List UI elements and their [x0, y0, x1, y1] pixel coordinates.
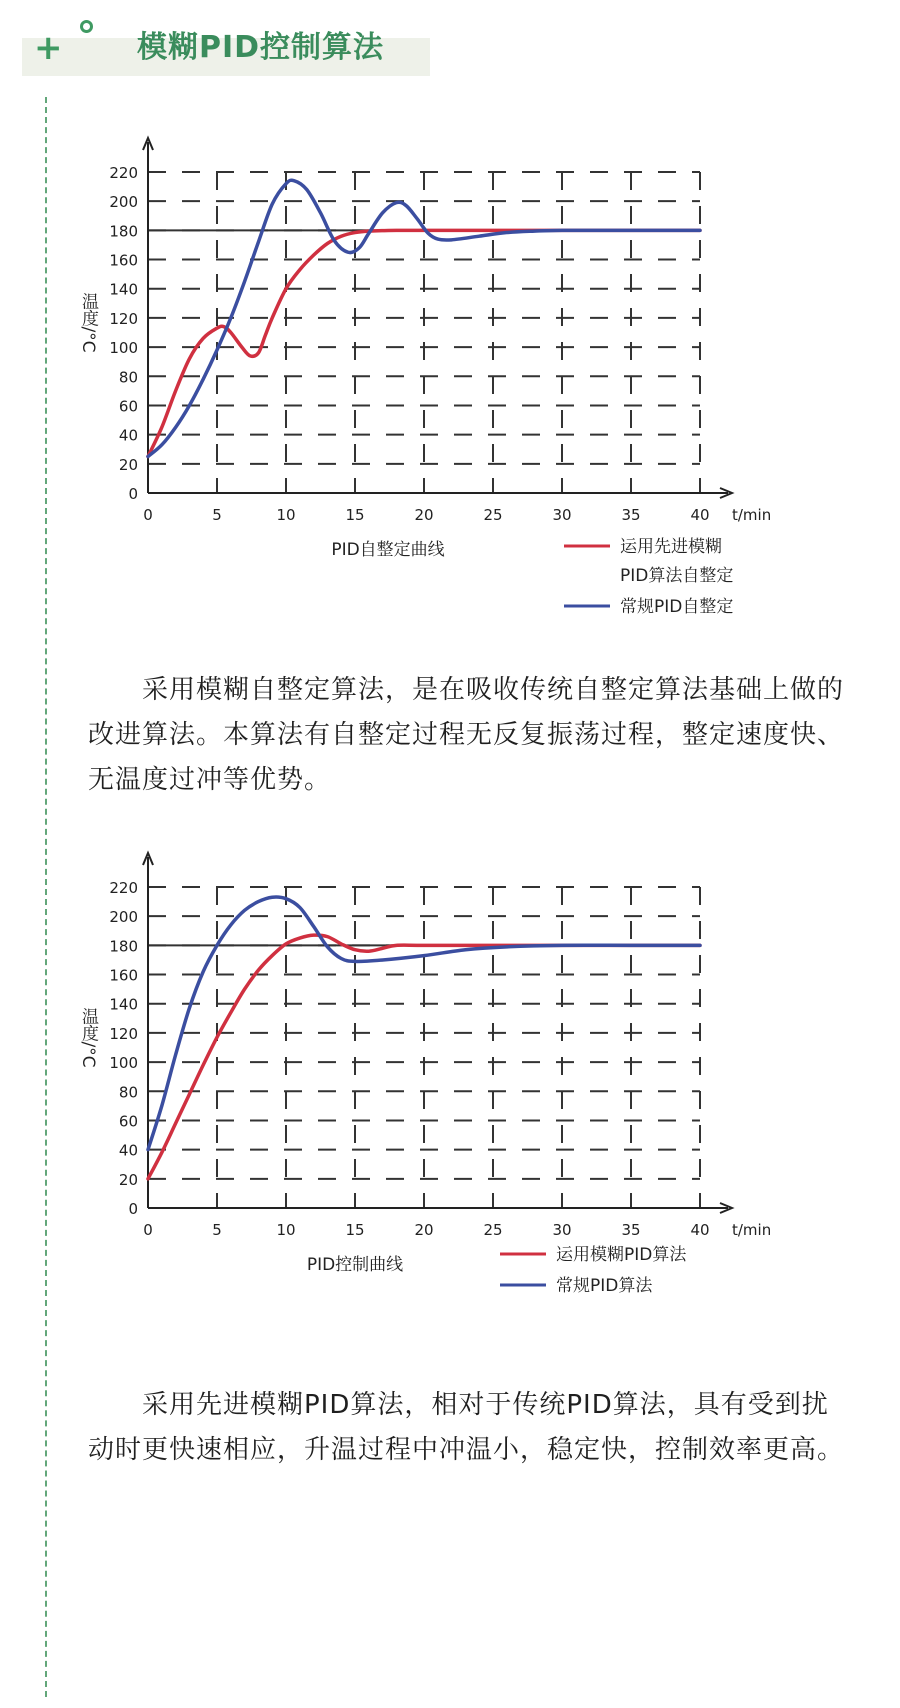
y-tick-label: 160 [109, 251, 138, 270]
x-tick-label: 40 [690, 1221, 710, 1239]
chart-caption: PID自整定曲线 [331, 540, 445, 560]
x-tick-label: 0 [143, 506, 153, 524]
y-tick-label: 140 [109, 995, 138, 1014]
paragraph-1: 采用模糊自整定算法，是在吸收传统自整定算法基础上做的改进算法。本算法有自整定过程无反复振荡过程，整定速度快、无温度过冲等优势。 [88, 675, 845, 795]
x-tick-label: 25 [483, 1221, 503, 1239]
chart-caption: PID控制曲线 [306, 1255, 404, 1275]
circle-icon [80, 20, 93, 33]
y-axis-label: 温度/°C [78, 292, 98, 353]
plus-icon: + [34, 28, 63, 68]
chart-pid-control [0, 840, 900, 1340]
y-tick-label: 140 [109, 280, 138, 299]
y-tick-label: 60 [118, 1112, 138, 1131]
chart-pid-autotune [0, 125, 900, 745]
x-tick-label: 0 [143, 1221, 153, 1239]
y-tick-label: 200 [109, 908, 138, 927]
y-tick-label: 100 [109, 1054, 138, 1073]
y-tick-label: 100 [109, 339, 138, 358]
x-tick-label: 35 [621, 1221, 641, 1239]
page-title: 模糊PID控制算法 [137, 30, 385, 65]
y-tick-label: 220 [109, 164, 138, 182]
x-tick-label: 15 [345, 506, 365, 524]
x-axis-label: t/min [732, 1221, 772, 1239]
x-tick-label: 40 [690, 506, 710, 524]
legend-label-0: 运用模糊PID算法 [556, 1245, 687, 1265]
x-tick-label: 30 [552, 1221, 572, 1239]
y-tick-label: 60 [118, 397, 138, 416]
y-tick-label: 120 [109, 309, 138, 328]
y-tick-label: 20 [118, 455, 138, 474]
legend-label-1: 常规PID算法 [556, 1276, 653, 1296]
y-tick-label: 120 [109, 1024, 138, 1043]
x-tick-label: 10 [276, 1221, 296, 1239]
x-tick-label: 20 [414, 1221, 434, 1239]
y-tick-label: 220 [109, 879, 138, 897]
y-tick-label: 80 [118, 1083, 138, 1102]
x-tick-label: 10 [276, 506, 296, 524]
y-tick-label: 40 [118, 426, 138, 445]
x-tick-label: 5 [212, 1221, 222, 1239]
y-tick-label: 40 [118, 1141, 138, 1160]
legend-label-0-line0: 运用先进模糊 [620, 537, 722, 557]
x-tick-label: 30 [552, 506, 572, 524]
paragraph-2: 采用先进模糊PID算法，相对于传统PID算法，具有受到扰动时更快速相应，升温过程中冲温小，稳定快，控制效率更高。 [88, 1390, 845, 1465]
y-tick-label: 20 [118, 1170, 138, 1189]
y-tick-label: 0 [128, 1200, 138, 1218]
x-tick-label: 35 [621, 506, 641, 524]
x-tick-label: 25 [483, 506, 503, 524]
y-tick-label: 180 [109, 222, 138, 241]
legend-label-0-line1: PID算法自整定 [620, 566, 734, 586]
y-tick-label: 0 [128, 485, 138, 503]
y-tick-label: 180 [109, 937, 138, 956]
x-tick-label: 15 [345, 1221, 365, 1239]
x-tick-label: 5 [212, 506, 222, 524]
y-tick-label: 160 [109, 966, 138, 985]
y-axis-label: 温度/°C [78, 1007, 98, 1068]
legend-label-1: 常规PID自整定 [620, 597, 734, 617]
x-axis-label: t/min [732, 506, 772, 524]
x-tick-label: 20 [414, 506, 434, 524]
y-tick-label: 80 [118, 368, 138, 387]
y-tick-label: 200 [109, 193, 138, 212]
